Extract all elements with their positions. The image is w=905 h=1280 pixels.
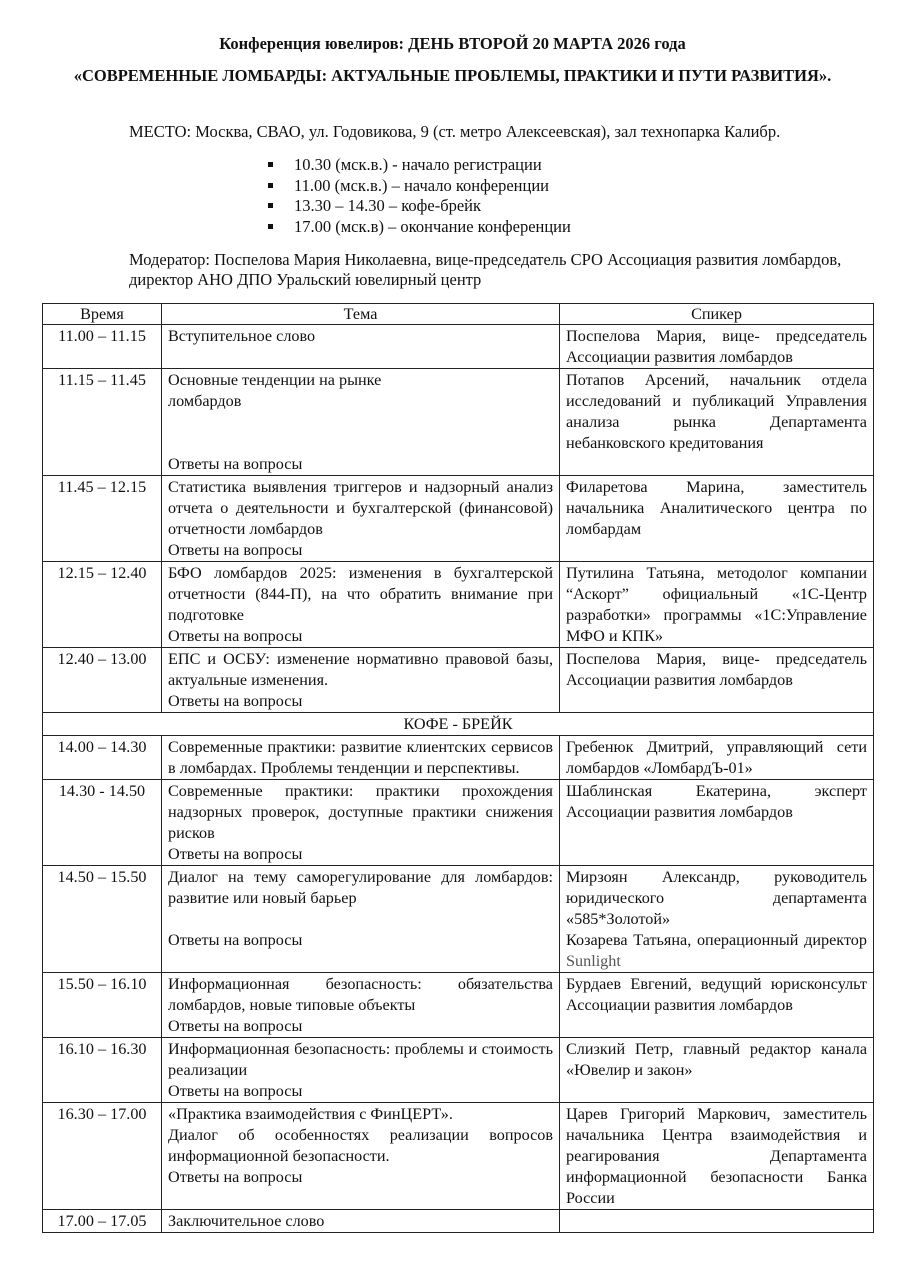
schedule-list bbox=[266, 155, 571, 237]
session-time: 12.15 – 12.40 bbox=[43, 562, 162, 648]
session-speaker: Царев Григорий Маркович, заместитель начальника Центра взаимодействия и реагирования Департамента информационной безопасности Банка России bbox=[560, 1103, 874, 1210]
conference-title: Конференция ювелиров: ДЕНЬ ВТОРОЙ 20 МАРТА 2026 года bbox=[219, 34, 686, 53]
session-speaker: Шаблинская Екатерина, эксперт Ассоциации развития ломбардов bbox=[560, 780, 874, 866]
session-topic: БФО ломбардов 2025: изменения в бухгалтерской отчетности (844-П), на что обратить внимание при подготовке Ответы на вопросы bbox=[162, 562, 560, 648]
session-time: 11.00 – 11.15 bbox=[43, 325, 162, 369]
session-topic: Диалог на тему саморегулирование для ломбардов: развитие или новый барьер Ответы на вопросы bbox=[162, 866, 560, 973]
session-topic: Статистика выявления триггеров и надзорный анализ отчета о деятельности и бухгалтерской (финансовой) отчетности ломбардов Ответы на вопросы bbox=[162, 476, 560, 562]
square-bullet-icon bbox=[268, 162, 273, 167]
table-row bbox=[43, 866, 874, 973]
session-speaker: Потапов Арсений, начальник отдела исследований и публикаций Управления анализа рынка Департамента небанковского кредитования bbox=[560, 369, 874, 476]
session-speaker: Путилина Татьяна, методолог компании “Аскорт” официальный «1С-Центр разработки» программы «1С:Управление МФО и КПК» bbox=[560, 562, 874, 648]
session-topic: Современные практики: практики прохождения надзорных проверок, доступные практики снижения рисков Ответы на вопросы bbox=[162, 780, 560, 866]
qa-label: Ответы на вопросы bbox=[168, 845, 303, 863]
schedule-item: 13.30 – 14.30 – кофе-брейк bbox=[266, 196, 571, 217]
qa-label: Ответы на вопросы bbox=[168, 692, 303, 710]
header-topic: Тема bbox=[162, 304, 560, 325]
schedule-item: 17.00 (мск.в) – окончание конференции bbox=[266, 217, 571, 238]
session-speaker bbox=[560, 1210, 874, 1233]
session-time: 11.45 – 12.15 bbox=[43, 476, 162, 562]
table-row bbox=[43, 1210, 874, 1233]
square-bullet-icon bbox=[268, 183, 273, 188]
session-time: 14.00 – 14.30 bbox=[43, 736, 162, 780]
table-row bbox=[43, 369, 874, 476]
schedule-item: 11.00 (мск.в.) – начало конференции bbox=[266, 176, 571, 197]
qa-label: Ответы на вопросы bbox=[168, 1017, 303, 1035]
session-topic: «Практика взаимодействия с ФинЦЕРТ». Диалог об особенностях реализации вопросов информационной безопасности. Ответы на вопросы bbox=[162, 1103, 560, 1210]
table-row bbox=[43, 325, 874, 369]
session-time: 17.00 – 17.05 bbox=[43, 1210, 162, 1233]
session-topic: Информационная безопасность: проблемы и стоимость реализации Ответы на вопросы bbox=[162, 1038, 560, 1103]
company-name: Sunlight bbox=[566, 952, 621, 970]
conference-subtitle: «СОВРЕМЕННЫЕ ЛОМБАРДЫ: АКТУАЛЬНЫЕ ПРОБЛЕМЫ, ПРАКТИКИ И ПУТИ РАЗВИТИЯ». bbox=[73, 66, 832, 85]
program-table bbox=[42, 303, 874, 1233]
session-topic: Вступительное слово bbox=[162, 325, 560, 369]
session-time: 14.30 - 14.50 bbox=[43, 780, 162, 866]
session-speaker: Бурдаев Евгений, ведущий юрисконсульт Ассоциации развития ломбардов bbox=[560, 973, 874, 1038]
session-speaker: Поспелова Мария, вице- председатель Ассоциации развития ломбардов bbox=[560, 325, 874, 369]
table-header-row bbox=[43, 304, 874, 325]
session-speaker: Гребенюк Дмитрий, управляющий сети ломбардов «ЛомбардЪ-01» bbox=[560, 736, 874, 780]
session-speaker: Слизкий Петр, главный редактор канала «Ювелир и закон» bbox=[560, 1038, 874, 1103]
session-speaker: Мирзоян Александр, руководитель юридического департамента «585*Золотой» Козарева Татьяна, операционный директор Sunlight bbox=[560, 866, 874, 973]
session-topic: ЕПС и ОСБУ: изменение нормативно правовой базы, актуальные изменения. Ответы на вопросы bbox=[162, 648, 560, 713]
session-topic: Современные практики: развитие клиентских сервисов в ломбардах. Проблемы тенденции и перспективы. bbox=[162, 736, 560, 780]
header-speaker: Спикер bbox=[560, 304, 874, 325]
table-row bbox=[43, 973, 874, 1038]
coffee-break-row bbox=[43, 713, 874, 736]
session-time: 14.50 – 15.50 bbox=[43, 866, 162, 973]
table-row bbox=[43, 476, 874, 562]
session-time: 16.30 – 17.00 bbox=[43, 1103, 162, 1210]
qa-label: Ответы на вопросы bbox=[168, 541, 303, 559]
table-row bbox=[43, 1103, 874, 1210]
session-topic: Заключительное слово bbox=[162, 1210, 560, 1233]
qa-label: Ответы на вопросы bbox=[168, 455, 303, 473]
session-time: 16.10 – 16.30 bbox=[43, 1038, 162, 1103]
coffee-break-label: КОФЕ - БРЕЙК bbox=[43, 713, 874, 736]
table-row bbox=[43, 736, 874, 780]
session-topic: Основные тенденции на рынке ломбардов Ответы на вопросы bbox=[162, 369, 560, 476]
qa-label: Ответы на вопросы bbox=[168, 1168, 303, 1186]
table-row bbox=[43, 1038, 874, 1103]
table-row bbox=[43, 780, 874, 866]
session-topic: Информационная безопасность: обязательства ломбардов, новые типовые объекты Ответы на вопросы bbox=[162, 973, 560, 1038]
session-time: 15.50 – 16.10 bbox=[43, 973, 162, 1038]
square-bullet-icon bbox=[268, 224, 273, 229]
qa-label: Ответы на вопросы bbox=[168, 1082, 303, 1100]
venue-line: МЕСТО: Москва, СВАО, ул. Годовикова, 9 (ст. метро Алексеевская), зал технопарка Калибр. bbox=[129, 122, 781, 141]
header-time: Время bbox=[43, 304, 162, 325]
session-time: 11.15 – 11.45 bbox=[43, 369, 162, 476]
schedule-item: 10.30 (мск.в.) - начало регистрации bbox=[266, 155, 571, 176]
moderator-info: Модератор: Поспелова Мария Николаевна, вице-председатель СРО Ассоциация развития ломбардов, директор АНО ДПО Уральский ювелирный центр bbox=[129, 250, 842, 289]
session-speaker: Поспелова Мария, вице- председатель Ассоциации развития ломбардов bbox=[560, 648, 874, 713]
qa-label: Ответы на вопросы bbox=[168, 627, 303, 645]
qa-label: Ответы на вопросы bbox=[168, 931, 303, 949]
table-row bbox=[43, 562, 874, 648]
table-row bbox=[43, 648, 874, 713]
session-time: 12.40 – 13.00 bbox=[43, 648, 162, 713]
square-bullet-icon bbox=[268, 203, 273, 208]
session-speaker: Филаретова Марина, заместитель начальника Аналитического центра по ломбардам bbox=[560, 476, 874, 562]
